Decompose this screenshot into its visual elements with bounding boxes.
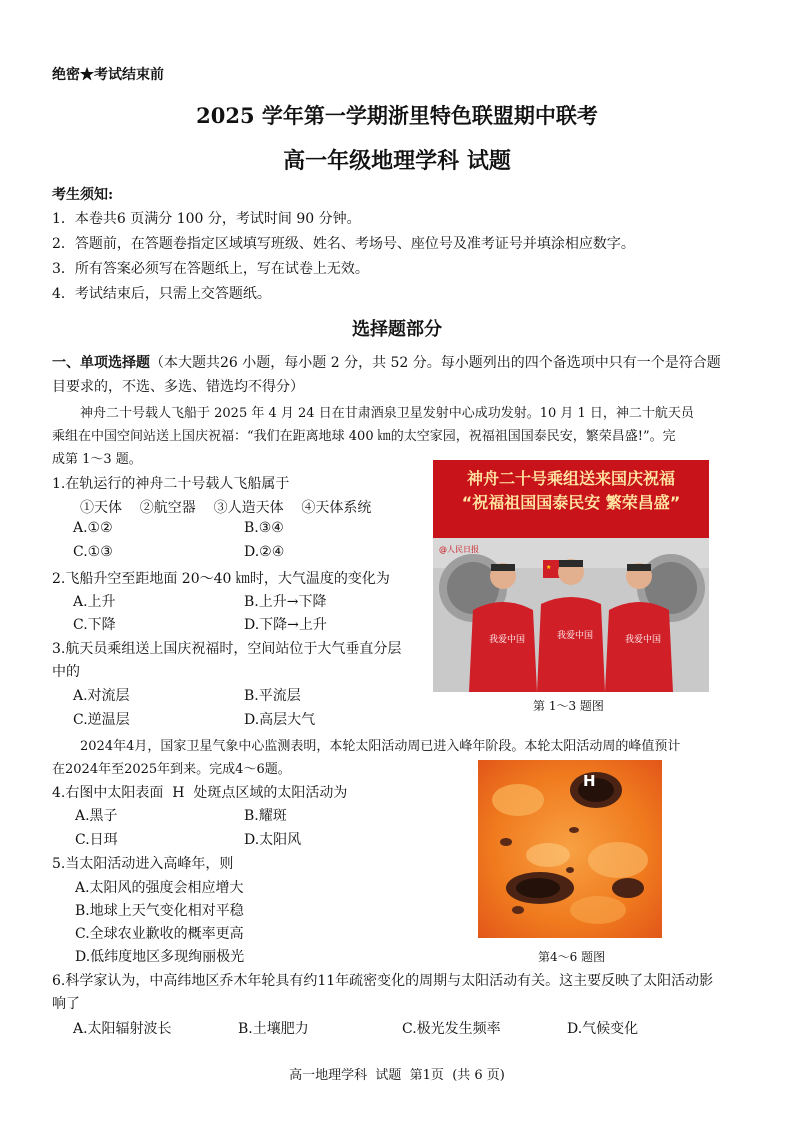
q6-option-c: C.极光发生频率 [402,1021,501,1037]
q6-option-b: B.土壤肥力 [238,1021,309,1037]
notice-item-1: 1．本卷共6 页满分 100 分，考试时间 90 分钟。 [52,211,361,227]
q1-option-d: D.②④ [244,544,285,560]
svg-text:我爱中国: 我爱中国 [489,635,526,645]
q3-stem-line2: 中的 [52,664,80,680]
q3-option-b: B.平流层 [244,688,301,704]
q5-option-a: A.太阳风的强度会相应增大 [75,880,244,896]
q3-stem-line1: 3.航天员乘组送上国庆祝福时，空间站位于大气垂直分层 [52,641,402,657]
svg-text:我爱中国: 我爱中国 [557,631,594,641]
q5-option-c: C.全球农业歉收的概率更高 [75,926,244,942]
q2-option-b: B.上升→下降 [244,594,327,610]
q1-stem: 1.在轨运行的神舟二十号载人飞船属于 [52,476,290,492]
q2-option-d: D.下降→上升 [244,617,327,633]
figure-banner [433,460,709,538]
notice-item-2: 2．答题前，在答题卷指定区域填写班级、姓名、考场号、座位号及准考证号并填涂相应数字。 [52,236,635,252]
notice-heading: 考生须知: [52,187,114,203]
q2-option-c: C.下降 [73,617,116,633]
page-footer: 高一地理学科 试题 第1页 (共 6 页) [289,1068,505,1083]
q6-stem-line1: 6.科学家认为，中高纬地区乔木年轮具有约11年疏密变化的周期与太阳活动有关。这主要反映了太阳活动影 [52,973,714,989]
exam-title: 2025 学年第一学期浙里特色联盟期中联考 [196,103,598,128]
q2-option-a: A.上升 [73,594,116,610]
q5-option-b: B.地球上天气变化相对平稳 [75,903,244,919]
q1-option-c: C.①③ [73,544,113,560]
figure2-caption: 第4～6 题图 [538,950,606,964]
exam-subtitle: 高一年级地理学科 试题 [283,148,511,174]
part1-desc: （本大题共26 小题，每小题 2 分，共 52 分。每小题列出的四个备选项中只有一个是符合题 [150,355,721,371]
q3-option-a: A.对流层 [73,688,130,704]
figure-astronauts [433,460,709,692]
q1-option-a: A.①② [73,520,113,536]
secret-label: 绝密★考试结束前 [52,67,164,83]
station-scene [433,538,709,692]
q5-option-d: D.低纬度地区多现绚丽极光 [75,949,245,965]
passage2-line2: 在2024年至2025年到来。完成4～6题。 [52,762,291,777]
notice-item-4: 4．考试结束后，只需上交答题纸。 [52,286,271,302]
q5-stem: 5.当太阳活动进入高峰年，则 [52,856,234,872]
q6-option-a: A.太阳辐射波长 [73,1021,172,1037]
banner-line1: 神舟二十号乘组送来国庆祝福 [466,469,675,488]
figure1-caption: 第 1～3 题图 [533,699,604,713]
part1-heading-line [52,352,721,372]
passage2-line1: 2024年4月，国家卫星气象中心监测表明，本轮太阳活动周已进入峰年阶段。本轮太阳活动周的峰值预计 [80,739,681,754]
q6-stem-line2: 响了 [52,996,80,1012]
passage1-line2: 乘组在中国空间站送上国庆祝福：“我们在距离地球 400 ㎞的太空家园，祝福祖国国泰民安，繁荣昌盛!”。完 [52,429,676,444]
people-daily-logo: @人民日报 [439,545,479,554]
q1-choices: ①天体 ②航空器 ③人造天体 ④天体系统 [80,500,372,516]
part1-desc-2: 目要求的，不选、多选、错选均不得分） [52,379,304,395]
passage1-line3: 成第 1～3 题。 [52,452,142,467]
q6-option-d: D.气候变化 [567,1021,639,1037]
q4-option-b: B.耀斑 [244,808,287,824]
part1-heading: 一、单项选择题 [52,355,150,371]
banner-line2: “祝福祖国国泰民安 繁荣昌盛” [461,493,681,512]
q4-option-d: D.太阳风 [244,832,302,848]
notice-item-3: 3．所有答案必须写在答题纸上，写在试卷上无效。 [52,261,369,277]
figure-sunspot [478,760,662,938]
q3-option-d: D.高层大气 [244,712,316,728]
passage1-line1: 神舟二十号载人飞船于 2025 年 4 月 24 日在甘肃酒泉卫星发射中心成功发射。10 月 1 日，神二十航天员 [80,406,694,421]
q3-option-c: C.逆温层 [73,712,130,728]
q4-stem: 4.右图中太阳表面 H 处斑点区域的太阳活动为 [52,785,348,801]
section-title: 选择题部分 [352,319,442,340]
sunspot-label-h: H [583,772,596,790]
svg-text:★: ★ [546,564,552,571]
q1-option-b: B.③④ [244,520,284,536]
q4-option-c: C.日珥 [75,832,118,848]
q4-option-a: A.黑子 [75,808,118,824]
q2-stem: 2.飞船升空至距地面 20～40 ㎞时，大气温度的变化为 [52,571,390,587]
svg-text:我爱中国: 我爱中国 [625,635,662,645]
